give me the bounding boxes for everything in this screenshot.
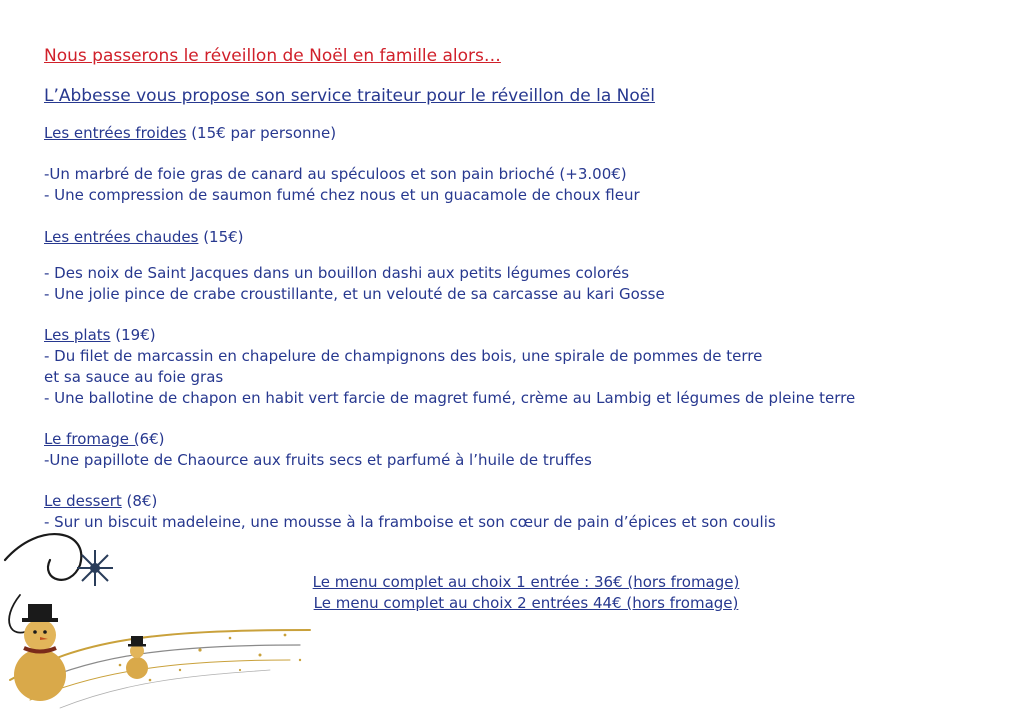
section-title: Les entrées chaudes <box>44 228 199 246</box>
heading-service: L’Abbesse vous propose son service traiteur pour le réveillon de la Noël <box>44 86 655 106</box>
snowman-icon <box>14 604 66 701</box>
section-title: Les plats <box>44 326 111 344</box>
section-title: Le fromage ( <box>44 430 140 448</box>
menu-item: - Du filet de marcassin en chapelure de champignons des bois, une spirale de pommes de terre <box>44 347 763 365</box>
menu-item: - Des noix de Saint Jacques dans un bouillon dashi aux petits légumes colorés <box>44 264 630 282</box>
menu-item: -Un marbré de foie gras de canard au spéculoos et son pain brioché (+3.00€) <box>44 165 627 183</box>
section-price: (15€ par personne) <box>186 124 337 142</box>
section-title: Le dessert <box>44 492 122 510</box>
section-entrees-froides-header <box>44 123 336 143</box>
menu-item: - Sur un biscuit madeleine, une mousse à la framboise et son cœur de pain d’épices et son coulis <box>44 513 776 531</box>
menu-item: et sa sauce au foie gras <box>44 368 224 386</box>
snowman-icon <box>126 636 148 679</box>
section-price: (15€) <box>198 228 244 246</box>
section-price: 6€) <box>139 430 165 448</box>
section-title: Les entrées froides <box>44 124 187 142</box>
section-price: (19€) <box>110 326 156 344</box>
menu-item: -Une papillote de Chaource aux fruits secs et parfumé à l’huile de truffes <box>44 451 592 469</box>
menu-item: - Une ballotine de chapon en habit vert farcie de magret fumé, crème au Lambig et légumes de pleine terre <box>44 389 856 407</box>
menu-complet-2: Le menu complet au choix 2 entrées 44€ (hors fromage) <box>313 594 739 612</box>
section-dessert-header <box>44 491 157 511</box>
section-entrees-chaudes-header <box>44 227 244 247</box>
snowflake-icon <box>77 550 113 586</box>
section-fromage-header <box>44 429 165 449</box>
section-price: (8€) <box>121 492 158 510</box>
menu-item: - Une jolie pince de crabe croustillante, et un velouté de sa carcasse au kari Gosse <box>44 285 665 303</box>
menu-complet-1: Le menu complet au choix 1 entrée : 36€ (hors fromage) <box>312 573 740 591</box>
christmas-decoration <box>0 520 330 720</box>
heading-red: Nous passerons le réveillon de Noël en famille alors… <box>44 46 501 66</box>
menu-item: - Une compression de saumon fumé chez nous et un guacamole de choux fleur <box>44 186 640 204</box>
section-plats-header <box>44 325 156 345</box>
